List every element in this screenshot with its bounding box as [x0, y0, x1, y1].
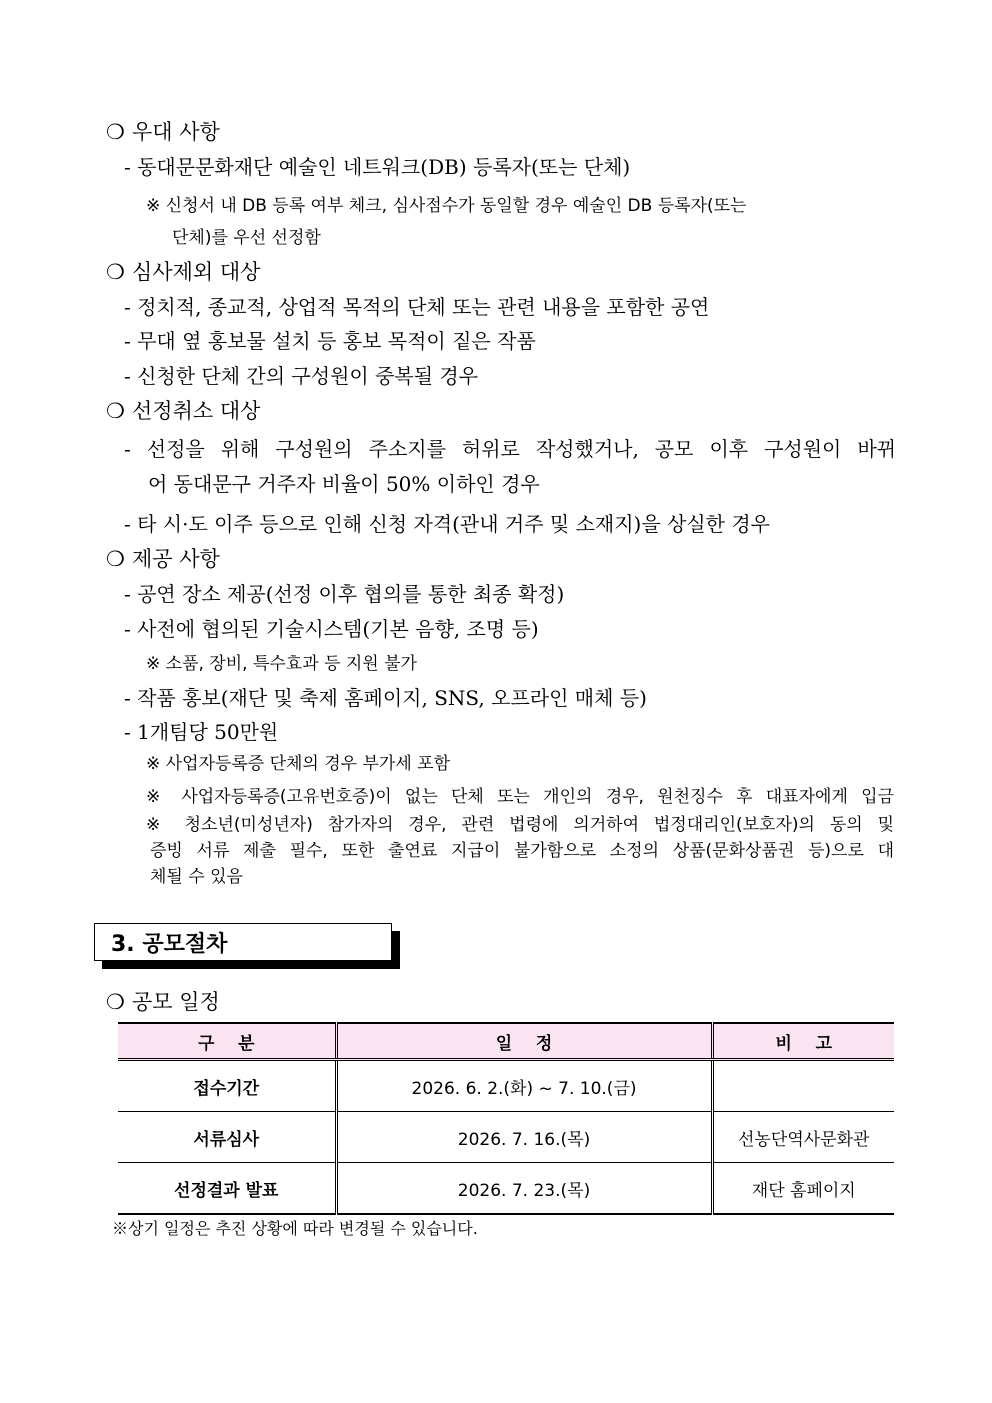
cancellation-item2: - 타 시·도 이주 등으로 인해 신청 자격(관내 거주 및 소재지)을 상실한 경우: [124, 512, 770, 536]
table-row: [118, 1112, 894, 1163]
circle-bullet-icon: ❍: [106, 260, 125, 284]
cancellation-item1-line1: - 선정을 위해 구성원의 주소지를 허위로 작성했거나, 공모 이후 구성원이 바뀌: [124, 437, 896, 461]
preference-item: - 동대문문화재단 예술인 네트워크(DB) 등록자(또는 단체): [124, 155, 631, 179]
table-header-row: [118, 1023, 894, 1060]
provision-item: - 작품 홍보(재단 및 축제 홈페이지, SNS, 오프라인 매체 등): [124, 686, 647, 710]
row-label: 선정결과 발표: [118, 1163, 336, 1215]
provision-note-line1: ※ 청소년(미성년자) 참가자의 경우, 관련 법령에 의거하여 법정대리인(보호자)의 동의 및: [146, 815, 894, 835]
heading-exclusion: ❍ 심사제외 대상: [106, 260, 261, 284]
row-date: 2026. 7. 16.(목): [336, 1112, 712, 1163]
table-row: [118, 1163, 894, 1215]
section-title-box: [94, 923, 392, 961]
row-note: [712, 1060, 894, 1112]
provision-note: ※ 사업자등록증 단체의 경우 부가세 포함: [146, 754, 451, 774]
preference-note-line2: 단체)를 우선 선정함: [172, 228, 321, 248]
heading-preference: ❍ 우대 사항: [106, 120, 220, 144]
circle-bullet-icon: ❍: [106, 120, 125, 144]
circle-bullet-icon: ❍: [106, 990, 125, 1014]
exclusion-item: - 신청한 단체 간의 구성원이 중복될 경우: [124, 364, 479, 388]
column-header: 비 고: [712, 1023, 894, 1060]
exclusion-item: - 정치적, 종교적, 상업적 목적의 단체 또는 관련 내용을 포함한 공연: [124, 295, 710, 319]
row-label: 접수기간: [118, 1060, 336, 1112]
circle-bullet-icon: ❍: [106, 399, 125, 423]
provision-note: ※ 소품, 장비, 특수효과 등 지원 불가: [146, 654, 417, 674]
provision-item: - 공연 장소 제공(선정 이후 협의를 통한 최종 확정): [124, 582, 565, 606]
provision-item: - 사전에 협의된 기술시스템(기본 음향, 조명 등): [124, 617, 539, 641]
schedule-table: [118, 1022, 894, 1215]
section-title: 3. 공모절차: [111, 932, 228, 957]
schedule-footnote: ※상기 일정은 추진 상황에 따라 변경될 수 있습니다.: [112, 1219, 478, 1238]
table-row: [118, 1060, 894, 1112]
exclusion-item: - 무대 옆 홍보물 설치 등 홍보 목적이 짙은 작품: [124, 329, 536, 353]
provision-note: ※ 사업자등록증(고유번호증)이 없는 단체 또는 개인의 경우, 원천징수 후 대표자에게 입금: [146, 787, 894, 807]
circle-bullet-icon: ❍: [106, 547, 125, 571]
provision-item: - 1개팀당 50만원: [124, 720, 279, 744]
heading-provision: ❍ 제공 사항: [106, 547, 220, 571]
provision-note-line3: 체될 수 있음: [150, 867, 243, 887]
preference-note-line1: ※ 신청서 내 DB 등록 여부 체크, 심사점수가 동일할 경우 예술인 DB 등록자(또는: [146, 196, 747, 216]
heading-cancellation: ❍ 선정취소 대상: [106, 399, 261, 423]
column-header: 구 분: [118, 1023, 336, 1060]
row-note: 재단 홈페이지: [712, 1163, 894, 1215]
row-date: 2026. 6. 2.(화) ~ 7. 10.(금): [336, 1060, 712, 1112]
row-label: 서류심사: [118, 1112, 336, 1163]
provision-note-line2: 증빙 서류 제출 필수, 또한 출연료 지급이 불가함으로 소정의 상품(문화상품권 등)으로 대: [150, 841, 894, 861]
row-date: 2026. 7. 23.(목): [336, 1163, 712, 1215]
cancellation-item1-line2: 어 동대문구 거주자 비율이 50% 이하인 경우: [148, 472, 540, 496]
column-header: 일 정: [336, 1023, 712, 1060]
row-note: 선농단역사문화관: [712, 1112, 894, 1163]
heading-schedule: ❍ 공모 일정: [106, 990, 220, 1014]
